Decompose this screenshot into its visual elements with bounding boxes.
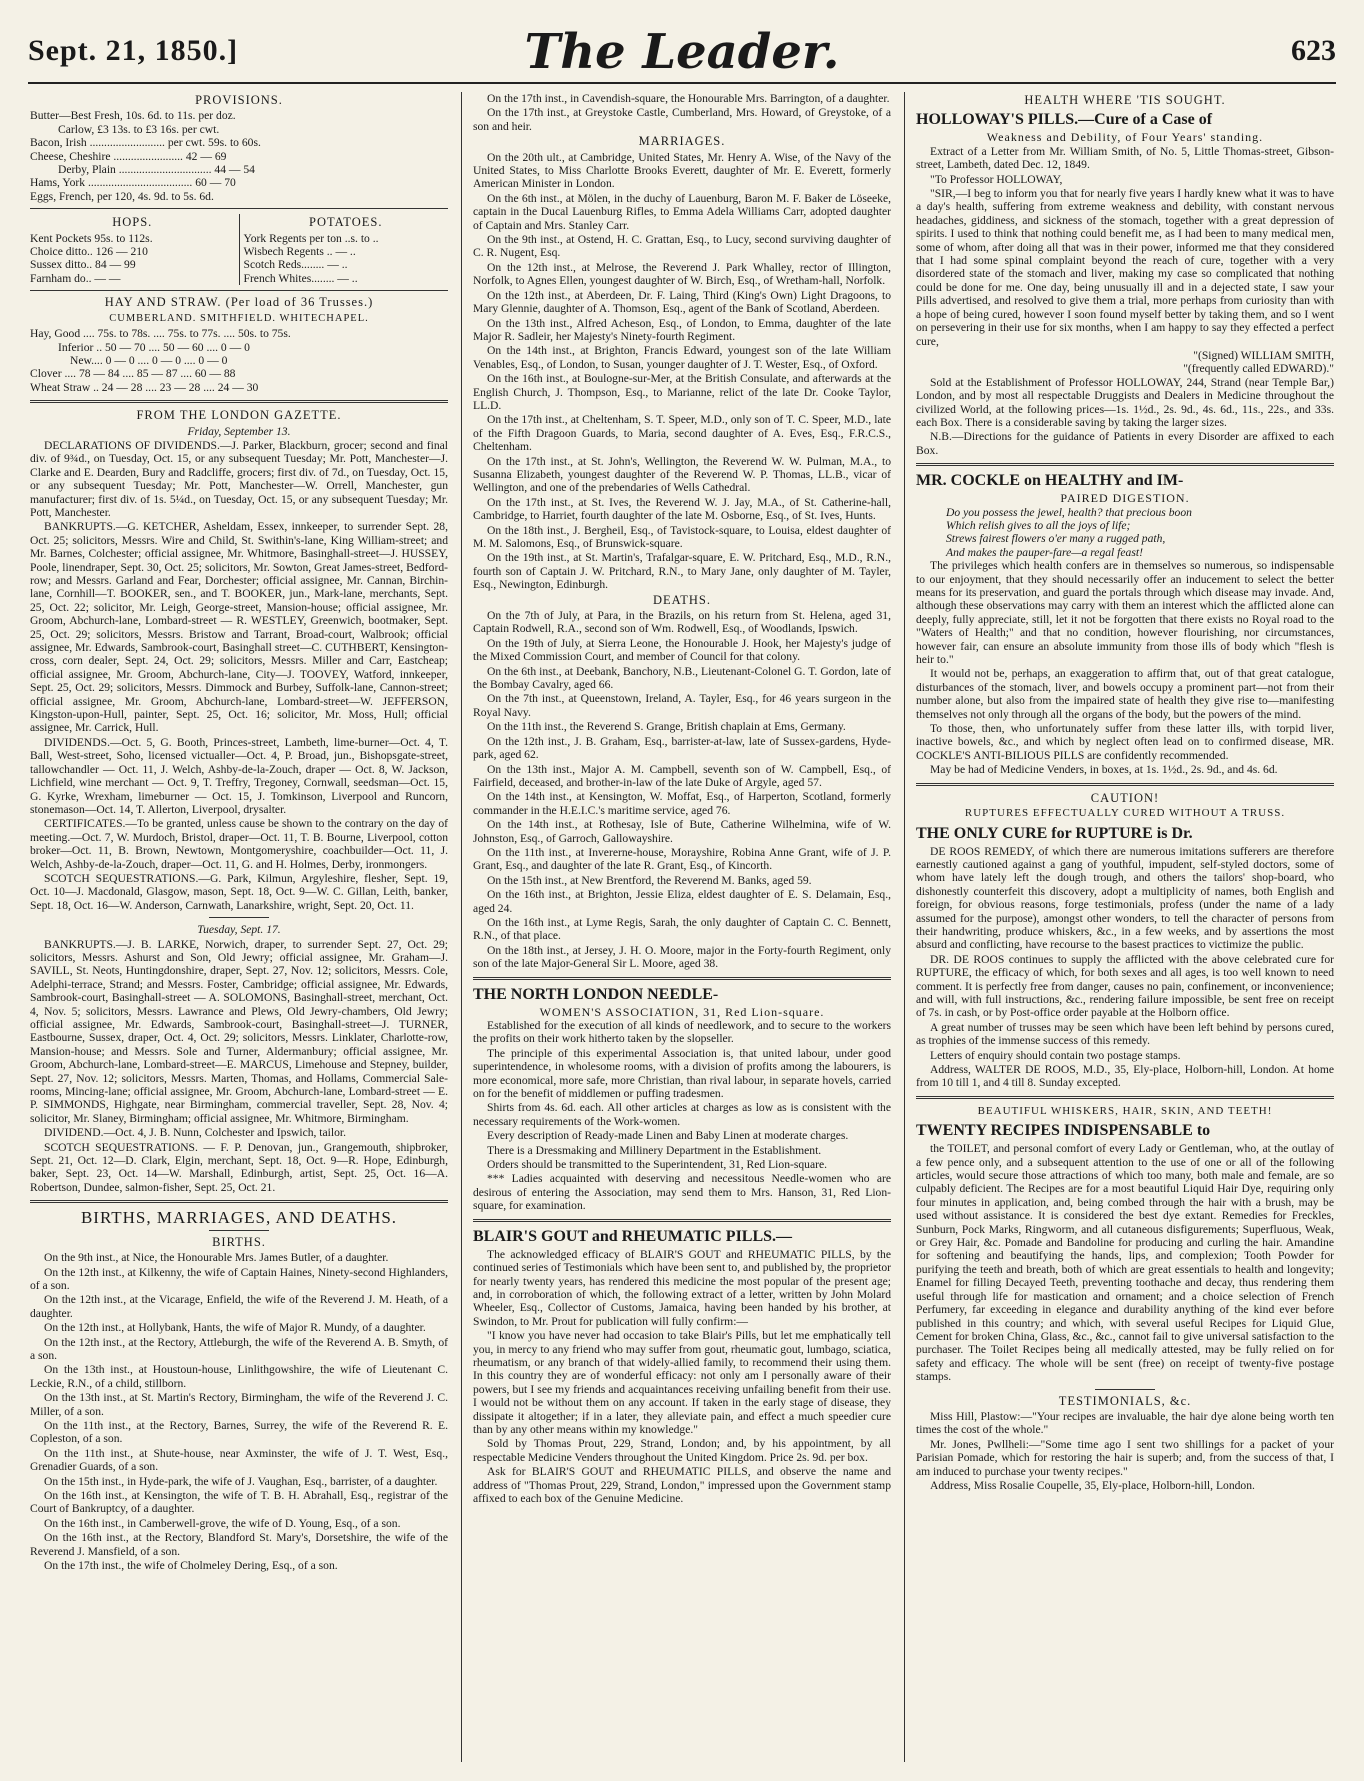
- testimonials-heading: TESTIMONIALS, &c.: [1058, 1393, 1192, 1408]
- marriage-notice: On the 12th inst., at Aberdeen, Dr. F. Laing, Third (King's Own) Light Dragoons, to Mary Glennie, daughter of A. Thomson, Esq., agent of the Bank of Scotland, Aberdeen.: [473, 288, 891, 316]
- provisions-list: [30, 109, 448, 203]
- potatoes-line: French Whites........ — ..: [243, 271, 358, 285]
- potatoes-heading: POTATOES.: [309, 215, 383, 230]
- gazette-heading: FROM THE LONDON GAZETTE.: [136, 408, 342, 423]
- birth-notice: On the 17th inst., the wife of Cholmeley Dering, Esq., of a son.: [44, 1559, 338, 1573]
- poem-line: Strews fairest flowers o'er many a rugged path,: [946, 532, 1166, 546]
- potatoes-line: York Regents per ton ..s. to ..: [243, 231, 379, 245]
- death-notice: On the 11th inst., at Invererne-house, Morayshire, Robina Anne Grant, wife of J. P. Grant, Esq., and daughter of the late R. Grant, Esq., of Kincorth.: [473, 845, 891, 873]
- potatoes-column: [240, 214, 449, 285]
- provisions-line: Derby, Plain ................................ 44 — 54: [58, 163, 255, 177]
- birth-notice: On the 12th inst., at the Vicarage, Enfield, the wife of the Reverend J. M. Heath, of a daughter.: [30, 1293, 448, 1320]
- death-notice: On the 16th inst., at Lyme Regis, Sarah, the only daughter of Captain C. C. Bennett, R.N., of that place.: [473, 915, 891, 943]
- testimonial: Miss Hill, Plastow:—"Your recipes are invaluable, the hair dye alone being worth ten times the cost of the whole.": [916, 1409, 1334, 1437]
- divider: [209, 1230, 269, 1231]
- marriage-notice: On the 20th ult., at Cambridge, United States, Mr. Henry A. Wise, of the Navy of the United States, to Miss Charlotte Brooks Everett, daughter of Mr. E. Everett, formerly American Minister in London.: [473, 150, 891, 191]
- ad-para: The acknowledged efficacy of BLAIR'S GOUT and RHEUMATIC PILLS, by the continued series of Testimonials which have been sent to, and published by, the proprietor for nearly twenty years, has rendered this medicine the most popular of the present age; and, in corroboration of which, the following extract of a letter, written by John Molard Wheeler, Esq., Collector of Customs, Jamaica, having been handed by his brother, at Swindon, to Mr. Prout for publication will fully confirm:—: [473, 1247, 891, 1328]
- death-notice: On the 6th inst., at Deebank, Banchory, N.B., Lieutenant-Colonel G. T. Gordon, late of the Bombay Cavalry, aged 66.: [473, 664, 891, 692]
- gazette-para: DIVIDEND.—Oct. 4, J. B. Nunn, Colchester and Ipswich, tailor.: [44, 1126, 347, 1140]
- section-divider: [916, 463, 1334, 466]
- ad-para: "SIR,—I beg to inform you that for nearly five years I hardly knew what it was to have a day's health, suffering from extreme weakness and debility, with constant nervous headaches, giddiness, and sickness of the stomach, together with a great depression of spirits. I used to think that nothing could benefit me, as I had been to many medical men, some of whom, after doing all that was in their power, informed me that they considered that I had some spinal complaint beyond the reach of cure, together with a very disordered state of the stomach and liver, making my case so complicated that nothing could be done for me. One day, being unusually ill and in a dejected state, I saw your Pills advertised, and resolved to give them a trial, more perhaps from curiosity than with a hope of being cured, however I soon found myself better by taking them, and so I went on persevering in their use for six months, when I am happy to say they effected a perfect cure,: [916, 187, 1334, 348]
- ad-para: Sold at the Establishment of Professor HOLLOWAY, 244, Strand (near Temple Bar,) London, and by most all respectable Druggists and Dealers in Medicine throughout the civilized World, at the following prices—1s. 1½d., 2s. 9d., 4s. 6d., 11s., 22s., and 33s. each Box. There is a considerable saving by taking the larger sizes.: [916, 375, 1334, 429]
- death-notice: On the 7th of July, at Para, in the Brazils, on his return from St. Helena, aged 31, Captain Rodwell, R.A., second son of Wm. Rodwell, Esq., of Woodlands, Ipswich.: [473, 609, 891, 636]
- section-divider: [30, 400, 448, 403]
- birth-notice: On the 16th inst., at the Rectory, Blandford St. Mary's, Dorsetshire, the wife of the Reverend J. Mansfield, of a son.: [30, 1531, 448, 1558]
- ad-para: Every description of Ready-made Linen and Baby Linen at moderate charges.: [487, 1129, 849, 1143]
- hops-potatoes-table: [30, 214, 448, 285]
- ad-para: "I know you have never had occasion to take Blair's Pills, but let me emphatically tell you, in mercy to any friend who may suffer from gout, rheumatic gout, lumbago, sciatica, rheumatism, or any branch of that widely-allied family, to recommend their using them. In this country they are of wonderful efficacy: not only am I personally aware of their powers, but I see my friends and acquaintances receiving unfailing benefit from their use. I would not be without them on any account. If taken in the early stage of disease, they dissipate it altogether; if in a later, they alleviate pain, and effect a much speedier cure than by any other means within my knowledge.": [473, 1329, 891, 1436]
- gazette-date: Tuesday, Sept. 17.: [197, 923, 281, 937]
- gazette-para: CERTIFICATES.—To be granted, unless cause be shown to the contrary on the day of meeting.—Oct. 7, W. Murdoch, Bristol, draper—Oct. 11, T. B. Bourne, Liverpool, cotton broker—Oct. 11, B. Brown, Newtown, Montgomeryshire, coachbuilder—Oct. 11, J. Welch, Ashby-de-la-Zouch, draper—Oct. 11, G. and H. Holmes, Derby, ironmongers.: [30, 817, 448, 871]
- section-divider: [916, 783, 1334, 786]
- hay-line: Hay, Good .... 75s. to 78s. .... 75s. to 77s. .... 50s. to 75s.: [30, 327, 291, 341]
- birth-notice: On the 16th inst., in Camberwell-grove, the wife of D. Young, Esq., of a son.: [44, 1516, 401, 1530]
- marriage-notice: On the 19th inst., at St. Martin's, Trafalgar-square, E. W. Pritchard, Esq., M.D., R.N., fourth son of Captain J. W. Pritchard, R.N., to Mary Jane, only daughter of M. Tayler, Esq., Newington, Edinburgh.: [473, 551, 891, 592]
- birth-notice: On the 17th inst., in Cavendish-square, the Honourable Mrs. Barrington, of a daughter.: [487, 92, 890, 105]
- cockle-ad-title: MR. COCKLE on HEALTHY and IM-: [916, 472, 1184, 490]
- testimonial: Mr. Jones, Pwllheli:—"Some time ago I sent two shillings for a packet of your Parisian Pomade, which for restoring the hair is superb; and, from the success of that, I am induced to purchase your twenty recipes.": [916, 1437, 1334, 1478]
- birth-notice: On the 11th inst., at the Rectory, Barnes, Surrey, the wife of the Reverend R. E. Copleston, of a son.: [30, 1418, 448, 1446]
- provisions-line: Bacon, Irish .......................... per cwt. 59s. to 60s.: [30, 136, 261, 150]
- masthead-rule: [28, 82, 1336, 84]
- hay-line: Clover .... 78 — 84 .... 85 — 87 .... 60 — 88: [30, 367, 236, 381]
- death-notice: On the 16th inst., at Brighton, Jessie Eliza, eldest daughter of E. S. Delamain, Esq., aged 24.: [473, 888, 891, 915]
- death-notice: On the 14th inst., at Rothesay, Isle of Bute, Catherine Wilhelmina, wife of W. Johnston, Esq., of Garroch, Gallowayshire.: [473, 818, 891, 845]
- needlewomen-ad-subtitle: WOMEN'S ASSOCIATION, 31, Red Lion-square.: [539, 1004, 825, 1019]
- potatoes-line: Wisbech Regents .. — ..: [243, 245, 356, 259]
- gazette-para: SCOTCH SEQUESTRATIONS.—G. Park, Kilmun, Argyleshire, flesher, Sept. 19, Oct. 10—J. Macdonald, Glasgow, mason, Sept. 18, Oct. 9—W. C. Gillan, Leith, banker, Sept. 18, Oct. 16—W. Anderson, Carnwath, Lanarkshire, wright, Sept. 20, Oct. 11.: [30, 871, 448, 912]
- ad-para: Address, WALTER DE ROOS, M.D., 35, Ely-place, Holborn-hill, London. At home from 10 till 1, and 4 till 8. Sunday excepted.: [916, 1063, 1334, 1090]
- rupture-ad-title: THE ONLY CURE for RUPTURE is Dr.: [916, 824, 1193, 842]
- blair-ad-title: BLAIR'S GOUT and RHEUMATIC PILLS.—: [473, 1227, 793, 1245]
- holloway-ad-title: HOLLOWAY'S PILLS.—Cure of a Case of: [916, 111, 1213, 129]
- ad-para: The privileges which health confers are in themselves so numerous, so indispensable to our enjoyment, that they should necessarily offer an inducement to select the better means for its preservation, and guard the portals through which disease may invade. And, although these observations may carry with them an interest which the afflicted alone can deeply, fully appreciate, still, let it not be forgotten that there exists no Royal road to the "Waters of Health;" and that no condition, however flourishing, nor circumstances, however fair, can ensure an absolute immunity from those ills of body which "flesh is heir to.": [916, 559, 1334, 667]
- provisions-line: Hams, York .................................... 60 — 70: [30, 176, 236, 190]
- birth-notice: On the 13th inst., at St. Martin's Rectory, Birmingham, the wife of the Reverend J. C. Miller, of a son.: [30, 1391, 448, 1418]
- section-divider: [916, 1096, 1334, 1099]
- divider: [1095, 1389, 1155, 1390]
- ad-para: Ask for BLAIR'S GOUT and RHEUMATIC PILLS, and observe the name and address of "Thomas Prout, 229, Strand, London," impressed upon the Government stamp affixed to each box of the Genuine Medicine.: [473, 1465, 891, 1505]
- hops-line: Kent Pockets 95s. to 112s.: [30, 231, 153, 245]
- ad-para: N.B.—Directions for the guidance of Patients in every Disorder are affixed to each Box.: [916, 430, 1334, 457]
- death-notice: On the 13th inst., Major A. M. Campbell, seventh son of W. Campbell, Esq., of Fairfield, deceased, and brother-in-law of the late Duke of Argyle, aged 57.: [473, 762, 891, 789]
- hay-line: Wheat Straw .. 24 — 28 .... 23 — 28 .... 24 — 30: [30, 380, 259, 394]
- ad-para: Extract of a Letter from Mr. William Smith, of No. 5, Little Thomas-street, Gibson-street, Lambeth, dated Dec. 12, 1849.: [916, 144, 1334, 172]
- hops-line: Choice ditto.. 126 — 210: [30, 245, 148, 259]
- holloway-kicker: HEALTH WHERE 'TIS SOUGHT.: [1024, 93, 1226, 107]
- provisions-heading: PROVISIONS.: [195, 93, 283, 107]
- rupture-kicker: RUPTURES EFFECTUALLY CURED WITHOUT A TRUSS.: [964, 807, 1286, 820]
- death-notice: On the 7th inst., at Queenstown, Ireland, A. Tayler, Esq., for 46 years surgeon in the Royal Navy.: [473, 692, 891, 719]
- hops-line: Sussex ditto.. 84 — 99: [30, 258, 136, 272]
- marriage-notice: On the 6th inst., at Mölen, in the duchy of Lauenburg, Baron M. F. Baker de Löseeke, captain in the Ducal Lauenburg Rifles, to Emma Adela Williams Carr, adopted daughter of Captain and Mrs. Stanley Carr.: [473, 191, 891, 232]
- hops-line: Farnham do.. — —: [30, 271, 121, 285]
- needlewomen-ad-title: THE NORTH LONDON NEEDLE-: [473, 985, 719, 1003]
- deaths-heading: DEATHS.: [652, 592, 712, 607]
- marriage-notice: On the 14th inst., at Brighton, Francis Edward, youngest son of the late William Venables, Esq., of London, to Susan, younger daughter of J. T. Wester, Esq., of Oxford.: [473, 344, 891, 371]
- birth-notice: On the 17th inst., at Greystoke Castle, Cumberland, Mrs. Howard, of Greystoke, of a son and heir.: [473, 106, 891, 133]
- ad-para: DR. DE ROOS continues to supply the afflicted with the above celebrated cure for RUPTURE, the efficacy of which, for both sexes and all ages, is too well known to need comment. It is perfectly free from danger, causes no pain, confinement, or inconvenience; and will, with full instructions, &c., rendering failure impossible, be sent free on receipt of 7s. in cash, or by Post-office order payable at the Holborn office.: [916, 952, 1334, 1020]
- marriage-notice: On the 12th inst., at Melrose, the Reverend J. Park Whalley, rector of Illington, Norfolk, to Agnes Ellen, youngest daughter of W. Birch, Esq., of Wretham-hall, Norfolk.: [473, 260, 891, 288]
- ad-para: To those, then, who unfortunately suffer from these latter ills, with torpid liver, inactive bowels, &c., and which by neglect often lead on to confirmed disease, MR. COCKLE'S ANTI-BILIOUS PILLS are confidently recommended.: [916, 722, 1334, 762]
- gazette-para: SCOTCH SEQUESTRATIONS. — F. P. Denovan, jun., Grangemouth, shipbroker, Sept. 21, Oct. 12—D. Clark, Elgin, merchant, Sept. 18, Oct. 9—R. Hope, Edinburgh, baker, Sept. 23, Oct. 14—W. Marshall, Edinburgh, artist, Sept. 25, Oct. 16—A. Robertson, Dundee, salmon-fisher, Sept. 25, Oct. 21.: [30, 1140, 448, 1194]
- ad-para: "To Professor HOLLOWAY,: [930, 172, 1063, 186]
- gazette-para: BANKRUPTS.—G. KETCHER, Asheldam, Essex, innkeeper, to surrender Sept. 28, Oct. 25; solicitors, Messrs. Wire and Child, St. Swithin's-lane, King William-street; and Mr. Barnes, Colchester; official assignee, Mr. Whitmore, Basinghall-street—J. HUSSEY, Poole, linendraper, Sept. 30, Oct. 25; solicitors, Mr. Sowton, Great James-street, Bedford-row; and Messrs. Garland and Fear, Dorchester; official assignee, Mr. Cannan, Birchin-lane, Cornhill—T. BOOKER, sen., and T. BOOKER, jun., Mark-lane, merchants, Sept. 25, Oct. 22; solicitor, Mr. Leigh, George-street, Mansion-house; official assignee, Mr. Groom, Abchurch-lane, Lombard-street — R. WESTLEY, Greenwich, bootmaker, Sept. 25, Oct. 29; solicitors, Messrs. Bristow and Tarrant, Broad-court, Walbrook; official assignee, Mr. Edwards, Sambrook-court, Basinghall street—C. CUTHBERT, Kensington-cross, corn dealer, Sept. 24, Oct. 29; solicitors, Messrs. Miller and Carr, Eastcheap; official assignee, Mr. Groom, Abchurch-lane, City—J. TOOVEY, Watford, innkeeper, Sept. 25, Oct. 29; solicitors, Messrs. Dimmock and Burbey, Suffolk-lane, Cannon-street; official assignee, Mr. Groom, Abchurch-lane, Lombard-street—W. JEFFERSON, Kingston-upon-Hull, painter, Sept. 25, Oct. 16; solicitor, Mr. Moss, Hull; official assignee, Mr. Carrick, Hull.: [30, 520, 448, 735]
- provisions-line: Carlow, £3 13s. to £3 16s. per cwt.: [58, 122, 220, 136]
- gazette-para: DECLARATIONS OF DIVIDENDS.—J. Parker, Blackburn, grocer; second and final div. of 9¾d., on Tuesday, Oct. 15, or any subsequent Tuesday; Mr. Pott, Manchester—J. Clarke and E. Dearden, Bury and Radcliffe, grocers; first div. of 7d., on Tuesday, Oct. 15, or any subsequent Tuesday; Mr. Pott, Manchester—W. Orrell, Manchester, gun manufacturer; first div. of 1s. 5¼d., on Tuesday, Oct. 15, or any subsequent Tuesday; Mr. Pott, Manchester.: [30, 438, 448, 519]
- column-2: [473, 92, 891, 1762]
- issue-date: Sept. 21, 1850.]: [28, 34, 239, 67]
- page-number: 623: [1291, 34, 1336, 67]
- birth-notice: On the 9th inst., at Nice, the Honourable Mrs. James Butler, of a daughter.: [44, 1251, 389, 1265]
- ad-para: the TOILET, and personal comfort of every Lady or Gentleman, who, at the outlay of a few pence only, and a subsequent attention to the use of one or all of the following articles, would secure those attractions of which too many, both male and female, are so culpably deficient. The Recipes are for a most beautiful Liquid Hair Dye, requiring only four minutes in application, and, being combed through the hair with a brush, may be used without assistance. It is considered the best dye extant. Remedies for Freckles, Sunburn, Pock Marks, Ringworm, and all cutaneous disfigurements; Superfluous, Weak, or Grey Hair, &c. Pomade and Bandoline for producing and curling the hair. Amandine for softening and beautifying the hands, lips, and complexion; Tooth Powder for purifying the teeth and breath, both of which are great essentials to health and longevity; Enamel for filling Decayed Teeth, preventing toothache and decay, thus rendering them useful through life for mastication and ornament; and a choice selection of French Perfumery, far exceeding in elegance and durability anything of the kind ever before published in this country; and which, with several useful Recipes for Liquid Glue, Cement for broken China, Glass, &c., &c., cannot fail to give universal satisfaction to the purchaser. The Toilet Recipes being all medically attested, may be fully relied on for safety and efficacy. The whole will be sent (free) on receipt of twenty-five postage stamps.: [916, 1142, 1334, 1384]
- ad-para: Letters of enquiry should contain two postage stamps.: [930, 1048, 1181, 1062]
- ad-para: There is a Dressmaking and Millinery Department in the Establishment.: [487, 1143, 822, 1157]
- marriage-notice: On the 17th inst., at St. John's, Wellington, the Reverend W. W. Pulman, M.A., to Susanna Elizabeth, youngest daughter of the Reverend W. P. Thomas, LL.B., vicar of Wellington, and one of the prebendaries of Wells Cathedral.: [473, 454, 891, 495]
- gazette-para: BANKRUPTS.—J. B. LARKE, Norwich, draper, to surrender Sept. 27, Oct. 29; solicitors, Messrs. Ashurst and Son, Old Jewry; official assignee, Mr. Graham—J. SAVILL, St. Neots, Huntingdonshire, draper, Sept. 27, Nov. 12; solicitors, Messrs. Cole, Adelphi-terrace, Strand; and Messrs. Foster, Cambridge; official assignee, Mr. Edwards, Sambrook-court, Basinghall-street — A. SOLOMONS, Basinghall-street, merchant, Oct. 4, Nov. 5; solicitors, Messrs. Lawrance and Plews, Old Jewry-chambers, Old Jewry; official assignee, Mr. Edwards, Sambrook-court, Basinghall-street—J. TURNER, Eastbourne, Sussex, draper, Oct. 4, Oct. 29; solicitors, Messrs. Linklater, Charlotte-row, Mansion-house; and Messrs. Sole and Turner, Aldermanbury; official assignee, Mr. Groom, Abchurch-lane, Lombard-street—E. MARCUS, Limehouse and Stepney, builder, Sept. 27, Nov. 12; solicitors, Messrs. Marten, Thomas, and Hollams, Commercial Sale-rooms, Mincing-lane; official assignee, Mr. Groom, Abchurch-lane, Lombard-street — E. P. SIMMONDS, Highgate, near Birmingham, commercial traveller, Sept. 28, Nov. 4; solicitor, Mr. Slaney, Birmingham; official assignee, Mr. Whitmore, Birmingham.: [30, 937, 448, 1125]
- ad-para: Sold by Thomas Prout, 229, Strand, London; and, by his appointment, by all respectable Medicine Venders throughout the United Kingdom. Price 2s. 9d. per box.: [473, 1437, 891, 1464]
- cockle-ad-subtitle: PAIRED DIGESTION.: [1060, 491, 1190, 506]
- section-divider: [473, 1219, 891, 1222]
- marriage-notice: On the 17th inst., at Cheltenham, S. T. Speer, M.D., only son of T. C. Speer, M.D., late of the Fifth Dragoon Guards, to Maria, second daughter of A. Eves, Esq., F.R.C.S., Cheltenham.: [473, 413, 891, 454]
- birth-notice: On the 11th inst., at Shute-house, near Axminster, the wife of J. T. West, Esq., Grenadier Guards, of a son.: [30, 1446, 448, 1474]
- section-divider: [30, 1200, 448, 1203]
- divider: [209, 917, 269, 918]
- column-3: [916, 92, 1334, 1762]
- divider: [30, 208, 448, 209]
- divider: [30, 290, 448, 291]
- birth-notice: On the 12th inst., at Hollybank, Hants, the wife of Major R. Mundy, of a daughter.: [44, 1321, 426, 1335]
- marriage-notice: On the 9th inst., at Ostend, H. C. Grattan, Esq., to Lucy, second surviving daughter of C. R. Nugent, Esq.: [473, 233, 891, 260]
- holloway-signature: "(Signed) WILLIAM SMITH,: [1193, 348, 1334, 362]
- section-divider: [473, 977, 891, 980]
- column-divider: [904, 92, 905, 1762]
- marriage-notice: On the 18th inst., J. Bergheil, Esq., of Tavistock-square, to Louisa, eldest daughter of M. M. Salomons, Esq., of Brunswick-square.: [473, 523, 891, 550]
- birth-notice: On the 15th inst., in Hyde-park, the wife of J. Vaughan, Esq., barrister, of a daughter.: [44, 1474, 438, 1488]
- births-heading: BIRTHS.: [212, 1234, 266, 1249]
- newspaper-title: The Leader.: [524, 24, 840, 80]
- birth-notice: On the 13th inst., at Houstoun-house, Linlithgowshire, the wife of Lieutenant C. Leckie, R.N., of a child, stillborn.: [30, 1363, 448, 1390]
- ad-para: DE ROOS REMEDY, of which there are numerous imitations sufferers are therefore earnestly cautioned against a gang of youthful, impudent, self-styled doctors, some of whom have lately left the dough trough, and others the tailors' shop-board, who dishonestly counterfeit this discovery, adopt a multiplicity of names, both English and foreign, for obvious reasons, forge testimonials, profess (under the name of a lady assumed for the purpose), amongst other wonders, to tell the character of persons from their handwriting, produce whiskers, &c., in a few weeks, and by assertions the most absurd and conflicting, have recourse to the basest practices to victimize the public.: [916, 844, 1334, 952]
- death-notice: On the 18th inst., at Jersey, J. H. O. Moore, major in the Forty-fourth Regiment, only son of the late Major-General Sir L. Moore, aged 38.: [473, 943, 891, 971]
- birth-notice: On the 16th inst., at Kensington, the wife of T. B. H. Abrahall, Esq., registrar of the Court of Bankruptcy, of a daughter.: [30, 1489, 448, 1516]
- hay-markets: CUMBERLAND. SMITHFIELD. WHITECHAPEL.: [109, 312, 369, 324]
- poem-line: Do you possess the jewel, health? that precious boon: [946, 505, 1192, 519]
- hay-line: New.... 0 — 0 .... 0 — 0 .... 0 — 0: [70, 353, 228, 367]
- hay-heading: HAY AND STRAW. (Per load of 36 Trusses.): [104, 295, 374, 310]
- coupelle-ad-title: TWENTY RECIPES INDISPENSABLE to: [916, 1122, 1211, 1140]
- hops-column: [30, 214, 240, 285]
- ad-para: Established for the execution of all kinds of needlework, and to secure to the workers the profits on their work hitherto taken by the slopseller.: [473, 1019, 891, 1046]
- hay-line: Inferior .. 50 — 70 .... 50 — 60 .... 0 — 0: [58, 340, 250, 354]
- column-1: [30, 92, 448, 1762]
- ad-para: May be had of Medicine Venders, in boxes, at 1s. 1½d., 2s. 9d., and 4s. 6d.: [930, 763, 1278, 777]
- coupelle-kicker: BEAUTIFUL WHISKERS, HAIR, SKIN, AND TEETH!: [977, 1104, 1273, 1117]
- marriage-notice: On the 13th inst., Alfred Acheson, Esq., of London, to Emma, daughter of the late Major R. Sadleir, her Majesty's Ninety-fourth Regiment.: [473, 316, 891, 343]
- holloway-ad-subtitle: Weakness and Debility, of Four Years' standing.: [986, 130, 1264, 145]
- masthead: [28, 22, 1336, 82]
- marriage-notice: On the 17th inst., at St. Ives, the Reverend W. J. Jay, M.A., of St. Catherine-hall, Cambridge, to Harriet, fourth daughter of the late M. Osborne, Esq., of St. Ives, Hunts.: [473, 495, 891, 523]
- birth-notice: On the 12th inst., at the Rectory, Attleburgh, the wife of the Reverend A. B. Smyth, of a son.: [30, 1335, 448, 1362]
- ad-para: *** Ladies acquainted with deserving and necessitous Needle-women who are desirous of entering the Association, may send them to Mrs. Hanson, 31, Red Lion-square, for examination.: [473, 1172, 891, 1213]
- gazette-date: Friday, September 13.: [187, 424, 291, 438]
- birth-notice: On the 12th inst., at Kilkenny, the wife of Captain Haines, Ninety-second Highlanders, of a son.: [30, 1265, 448, 1292]
- provisions-line: Butter—Best Fresh, 10s. 6d. to 11s. per doz.: [30, 109, 236, 123]
- marriage-notice: On the 16th inst., at Boulogne-sur-Mer, at the British Consulate, and afterwards at the English Church, J. Thompson, Esq., to Marianne, relict of the late Dr. Cooke Taylor, LL.D.: [473, 372, 891, 412]
- death-notice: On the 19th of July, at Sierra Leone, the Honourable J. Hook, her Majesty's judge of the Mixed Commission Court, and member of Council for that colony.: [473, 636, 891, 664]
- provisions-line: Cheese, Cheshire ........................ 42 — 69: [30, 149, 227, 163]
- potatoes-line: Scotch Reds........ — ..: [243, 258, 348, 272]
- ad-para: The principle of this experimental Association is, that united labour, under good superintendence, in wholesome rooms, with a division of profits among the labourers, is more economical, more safe, more Christian, than rival labour, in separate hovels, carried on for the benefit of middlemen or puffing tradesmen.: [473, 1046, 891, 1101]
- poem-line: And makes the pauper-fare—a regal feast!: [946, 545, 1143, 559]
- gazette-para: DIVIDENDS.—Oct. 5, G. Booth, Princes-street, Lambeth, lime-burner—Oct. 4, T. Ball, West-street, Soho, licensed victualler—Oct. 4, P. Broad, jun., Bishopsgate-street, tallowchandler — Oct. 11, J. Welch, Ashby-de-la-Zouch, draper — Oct. 8, W. Jackson, Lichfield, wine merchant — Oct. 9, T. Treffry, Tregoney, Cornwall, seedsman—Oct. 15, G. Kyrke, Wrexham, limeburner — Oct. 15, J. Tomkinson, Liverpool and Runcorn, stonemason—Oct. 14, T. Allerton, Liverpool, drysalter.: [30, 735, 448, 816]
- marriages-heading: MARRIAGES.: [638, 134, 726, 149]
- death-notice: On the 14th inst., at Kensington, W. Moffat, Esq., of Harperton, Scotland, formerly commander in the H.E.I.C.'s maritime service, aged 76.: [473, 790, 891, 817]
- ad-para: It would not be, perhaps, an exaggeration to affirm that, out of that great catalogue, disturbances of the stomach, liver, and bowels occupy a prominent part—not from their number alone, but also from the impaired state of health they give rise to—manifesting themselves not only through all the organs of the body, but the powers of the mind.: [916, 667, 1334, 721]
- testimonial: Address, Miss Rosalie Coupelle, 35, Ely-place, Holborn-hill, London.: [930, 1478, 1255, 1492]
- provisions-line: Eggs, French, per 120, 4s. 9d. to 5s. 6d.: [30, 189, 214, 203]
- ad-para: Orders should be transmitted to the Superintendent, 31, Red Lion-square.: [487, 1158, 828, 1172]
- poem-line: Which relish gives to all the joys of life;: [946, 518, 1131, 532]
- hops-heading: HOPS.: [112, 215, 153, 230]
- death-notice: On the 15th inst., at New Brentford, the Reverend M. Banks, aged 59.: [487, 873, 812, 887]
- rupture-caution: CAUTION!: [1090, 790, 1160, 805]
- death-notice: On the 12th inst., J. B. Graham, Esq., barrister-at-law, late of Sussex-gardens, Hyde-park, aged 62.: [473, 734, 891, 762]
- ad-para: Shirts from 4s. 6d. each. All other articles at charges as low as is consistent with the necessary requirements of the Work-women.: [473, 1101, 891, 1128]
- ad-para: A great number of trusses may be seen which have been left behind by persons cured, as trophies of the immense success of this remedy.: [916, 1020, 1334, 1048]
- holloway-signature: "(frequently called EDWARD).": [1183, 362, 1334, 376]
- death-notice: On the 11th inst., the Reverend S. Grange, British chaplain at Ems, Germany.: [487, 720, 846, 734]
- bmd-heading: BIRTHS, MARRIAGES, AND DEATHS.: [80, 1208, 398, 1228]
- column-divider: [461, 92, 462, 1762]
